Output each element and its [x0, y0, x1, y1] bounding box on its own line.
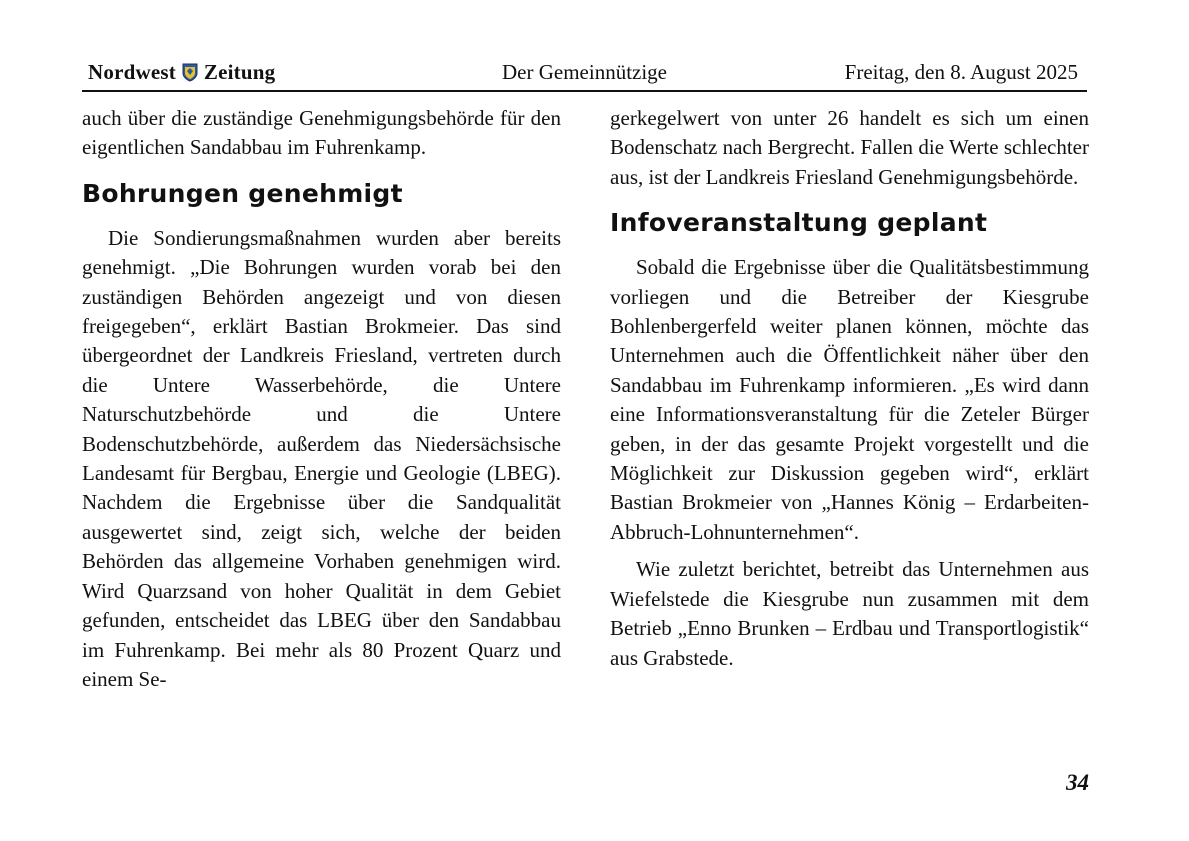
page-number: 34	[1066, 770, 1089, 795]
heading-infoveranstaltung: Infoveranstaltung geplant	[610, 208, 988, 238]
body-paragraph: Wie zuletzt berichtet, betreibt das Unternehmen aus Wiefelstede die Kiesgrube nun zusammen mit dem Betrieb „Enno Brunken – Erdbau und Transportlogistik“ aus Grabstede.	[610, 557, 1089, 670]
body-paragraph: Die Sondierungsmaßnahmen wurden aber bereits genehmigt. „Die Bohrungen wurden vorab bei den zuständigen Behörden angezeigt und von diesen freigegeben“, erklärt Bastian Brokmeier. Das sind übergeordnet der Landkreis Friesland, vertreten durch die Untere Wasserbehörde, die Untere Naturschutzbehörde und die Untere Bodenschutzbehörde, außerdem das Niedersächsische Landesamt für Bergbau, Energie und Geologie (LBEG). Nachdem die Ergebnisse über die Sandqualität ausgewertet sind, zeigt sich, welche der beiden Behörden das allgemeine Vorhaben genehmigen wird. Wird Quarzsand von hoher Qualität in dem Gebiet gefunden, entscheidet das LBEG über den Sandabbau im Fuhrenkamp. Bei mehr als 80 Prozent Quarz und einem Se-	[82, 225, 561, 691]
body-paragraph: Sobald die Ergebnisse über die Qualitätsbestimmung vorliegen und die Betreiber der Kiesgrube Bohlenbergerfeld weiter planen können, möchte das Unternehmen auch die Öffentlichkeit näher über den Sandabbau im Fuhrenkamp informieren. „Es wird dann eine Informationsveranstaltung für die Zeteler Bürger geben, in der das gesamte Projekt vorgestellt und die Möglichkeit zur Diskussion gegeben wird“, erklärt Bastian Brokmeier von „Hannes König – Erdarbeiten-Abbruch-Lohnunternehmen“.	[610, 255, 1089, 544]
page-header	[82, 58, 1087, 92]
heading-bohrungen: Bohrungen genehmigt	[82, 178, 403, 208]
continuation-paragraph: gerkegelwert von unter 26 handelt es sich um einen Bodenschatz nach Bergrecht. Fallen die Werte schlechter aus, ist der Landkreis Friesland Genehmigungsbehörde.	[610, 106, 1089, 189]
section-title: Der Gemeinnützige	[501, 60, 668, 84]
issue-date: Freitag, den 8. August 2025	[844, 60, 1078, 84]
masthead-right: Zeitung	[203, 60, 276, 84]
masthead-left: Nordwest	[88, 60, 176, 84]
intro-paragraph: auch über die zuständige Genehmigungsbehörde für den eigentlichen Sandabbau im Fuhrenkamp.	[82, 106, 561, 160]
right-column	[610, 104, 1089, 673]
left-column	[82, 104, 561, 694]
